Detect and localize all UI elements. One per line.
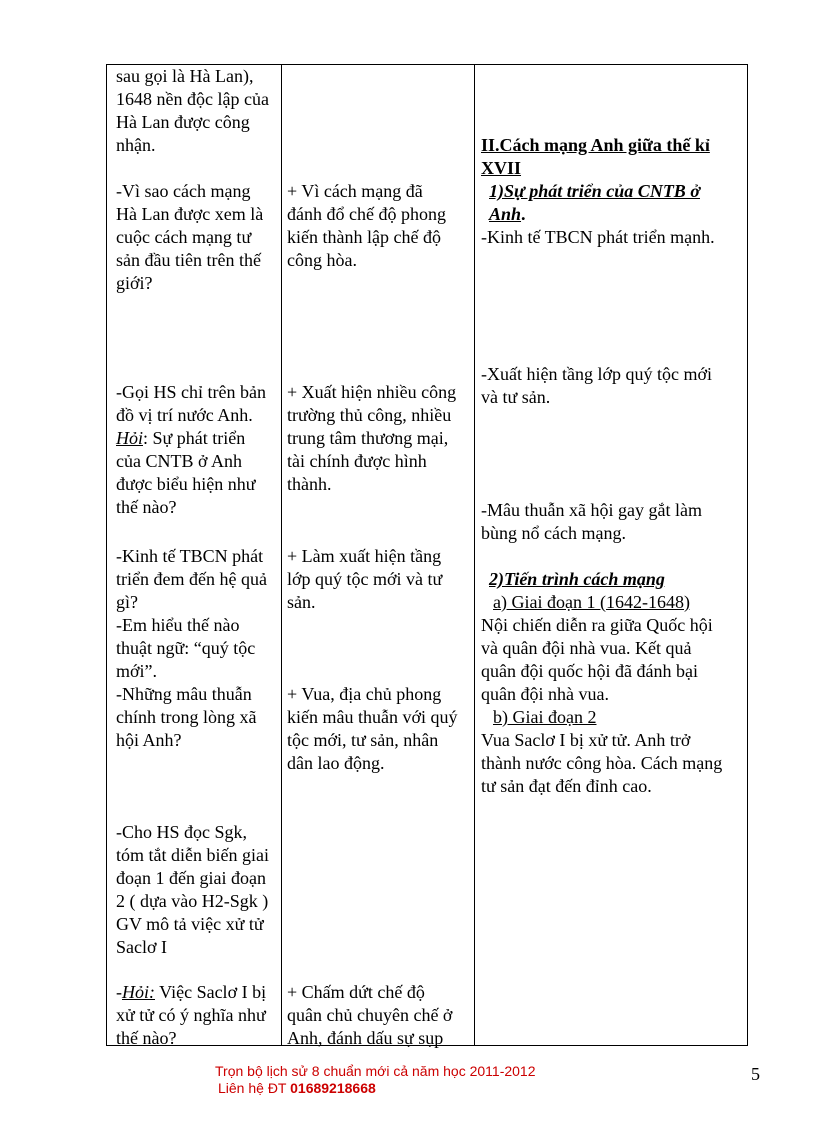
student-answer-column xyxy=(287,65,474,1048)
col1-question-consequence: -Kinh tế TBCN phát triển đem đến hệ quả gì? xyxy=(116,546,267,612)
col1-question-conflicts: -Những mâu thuẫn chính trong lòng xã hội Anh? xyxy=(116,684,257,750)
col2-answer-2: + Xuất hiện nhiều công trường thủ công, nhiều trung tâm thương mại, tài chính được hình thành. xyxy=(287,382,457,494)
section-heading: II.Cách mạng Anh giữa thế kỉ XVII xyxy=(481,135,710,178)
col1-question-capitalism: -Gọi HS chỉ trên bản đồ vị trí nước Anh. Hỏi: Sự phát triển của CNTB ở Anh được biểu hiện như thế nào? xyxy=(116,382,266,517)
col1-text-intro: sau gọi là Hà Lan), 1648 nền độc lập của Hà Lan được công nhận. xyxy=(116,66,269,155)
page-number: 5 xyxy=(751,1064,760,1084)
footer-contact: Liên hệ ĐT 01689218668 xyxy=(218,1080,376,1096)
col3-point-economy: -Kinh tế TBCN phát triển mạnh. xyxy=(481,227,715,247)
col2-answer-5: + Chấm dứt chế độ quân chủ chuyên chế ở Anh, đánh dấu sự sụp xyxy=(287,982,453,1048)
stage-2-heading: b) Giai đoạn 2 xyxy=(493,707,597,727)
subsection-1-heading: 1)Sự phát triển của CNTB ở Anh. xyxy=(489,181,700,224)
col1-question-netherlands: -Vì sao cách mạng Hà Lan được xem là cuộc cách mạng tư sản đầu tiên trên thế giới? xyxy=(116,181,264,293)
subsection-2-heading: 2)Tiến trình cách mạng xyxy=(489,569,665,589)
col1-reading-task: -Cho HS đọc Sgk, tóm tắt diễn biến giai đoạn 1 đến giai đoạn 2 ( dựa vào H2-Sgk ) GV mô tả việc xử tử Saclơ I xyxy=(116,822,269,957)
content-column xyxy=(481,65,741,1045)
footer-title: Trọn bộ lịch sử 8 chuẩn mới cả năm học 2011-2012 xyxy=(215,1063,536,1079)
stage-1-heading: a) Giai đoạn 1 (1642-1648) xyxy=(493,592,690,612)
teacher-activity-column xyxy=(116,65,281,1048)
col1-question-new-nobility: -Em hiểu thế nào thuật ngữ: “quý tộc mới”. xyxy=(116,615,256,681)
col3-stage-2-text: Vua Saclơ I bị xử tử. Anh trở thành nước công hòa. Cách mạng tư sản đạt đến đỉnh cao. xyxy=(481,730,723,796)
col2-answer-4: + Vua, địa chủ phong kiến mâu thuẫn với quý tộc mới, tư sản, nhân dân lao động. xyxy=(287,684,458,773)
col2-answer-3: + Làm xuất hiện tầng lớp quý tộc mới và tư sản. xyxy=(287,546,443,612)
column-divider-1 xyxy=(281,65,282,1045)
lesson-table xyxy=(106,64,748,1046)
col1-question-execution: -Hỏi: Việc Saclơ I bị xử tử có ý nghĩa như thế nào? xyxy=(116,982,267,1048)
col3-point-new-class: -Xuất hiện tầng lớp quý tộc mới và tư sản. xyxy=(481,364,712,407)
col2-answer-1: + Vì cách mạng đã đánh đổ chế độ phong kiến thành lập chế độ công hòa. xyxy=(287,181,446,270)
col3-stage-1-text: Nội chiến diễn ra giữa Quốc hội và quân đội nhà vua. Kết quả quân đội quốc hội đã đánh bại quân đội nhà vua. xyxy=(481,615,713,704)
column-divider-2 xyxy=(474,65,475,1045)
col3-point-conflict: -Mâu thuẫn xã hội gay gắt làm bùng nổ cách mạng. xyxy=(481,500,702,543)
